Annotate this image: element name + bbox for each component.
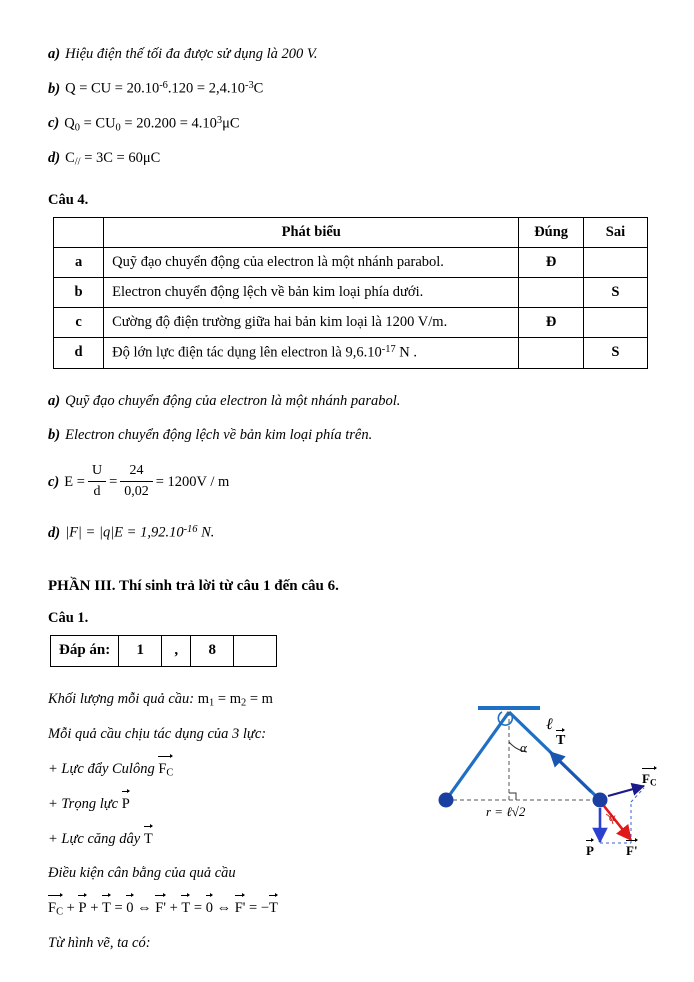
- d-c: C: [65, 150, 75, 167]
- label-r: [486, 804, 525, 820]
- answer-digit-3[interactable]: [234, 635, 277, 666]
- row-index: d: [54, 337, 104, 368]
- th-index: [54, 217, 104, 247]
- label-a: a): [48, 392, 61, 409]
- label-P: [586, 842, 594, 859]
- label-b: b): [48, 426, 61, 443]
- m1-sub: 1: [209, 697, 215, 709]
- eq-T-3: T: [269, 900, 278, 917]
- c-rest: = CU: [79, 115, 116, 132]
- label-F-prime-text: F': [626, 843, 638, 858]
- label-c: c): [48, 115, 60, 132]
- label-alpha-bottom: α: [609, 810, 616, 824]
- sol-c-post: = 1200V / m: [155, 473, 230, 490]
- body-3-pre: + Lực đẩy Culông: [48, 760, 155, 777]
- sol-d-exp: -16: [183, 524, 198, 536]
- b-expr-1: Q = CU = 20.10: [65, 80, 160, 97]
- sol-c-pre: E =: [64, 473, 85, 490]
- row-statement: Cường độ điện trường giữa hai bản kim loại là 1200 V/m.: [104, 307, 519, 337]
- m-eq2: = m: [246, 690, 273, 707]
- eq-T: T: [102, 900, 111, 917]
- sol-d-post: N.: [197, 524, 215, 541]
- vector-Fc-arrow: [608, 786, 644, 796]
- table-row: [54, 307, 648, 337]
- answer-label: Đáp án:: [51, 635, 119, 666]
- eq-T-2: T: [181, 900, 191, 917]
- label-T-vec: [556, 732, 565, 749]
- b-expr-3: C: [253, 80, 264, 97]
- solution-a-text: Quỹ đạo chuyển động của electron là một nhánh parabol.: [65, 392, 401, 409]
- ball-right: [593, 793, 608, 808]
- label-d: d): [48, 150, 61, 167]
- vector-Fc: [158, 758, 173, 781]
- answer-row: [51, 635, 277, 666]
- right-angle-mark: [509, 793, 516, 800]
- row-statement-exp: -17: [381, 343, 396, 355]
- row-true: Đ: [519, 247, 584, 277]
- eq-zero-2: 0: [205, 900, 213, 917]
- fraction-numerator: U: [91, 462, 103, 478]
- eq-Fc-sub: C: [56, 907, 64, 919]
- eq-vector-T-3: [269, 897, 278, 919]
- sol-c-eq: =: [109, 473, 118, 490]
- cau-4-heading: Câu 4.: [48, 191, 89, 208]
- c-unit: μC: [222, 115, 240, 132]
- b-exp-1: -6: [159, 80, 168, 92]
- label-r-sqrt: √2: [511, 804, 526, 819]
- eq-equals-1: =: [110, 900, 127, 917]
- eq-vector-zero-1: [126, 897, 133, 919]
- eq-vector-Fprime-2: [235, 897, 246, 919]
- label-ell: ℓ: [546, 716, 553, 733]
- solution-a: [48, 391, 648, 412]
- label-Fc: [642, 770, 657, 788]
- d-rest: = 3C = 60μC: [80, 150, 161, 167]
- part-3-heading: PHẦN III. Thí sinh trả lời từ câu 1 đến câu 6.: [48, 577, 339, 594]
- body-line-6: Điều kiện cân bằng của quả cầu: [48, 865, 236, 882]
- row-false: [583, 307, 647, 337]
- sol-d-text: |F| = |q|E = 1,92.10: [65, 524, 184, 541]
- statement-a-text: Hiệu điện thế tối đa được sử dụng là 200 V.: [65, 46, 318, 62]
- row-statement: Quỹ đạo chuyển động của electron là một nhánh parabol.: [104, 247, 519, 277]
- eq-iff-2: ⇔: [212, 900, 235, 917]
- eq-plus-1: +: [63, 900, 79, 917]
- table-header-row: [54, 217, 648, 247]
- answer-box[interactable]: [50, 635, 277, 667]
- label-T-text: T: [556, 733, 566, 748]
- body-line-7-equation: [48, 897, 648, 920]
- eq-zero-1: 0: [126, 900, 134, 917]
- solution-b-text: Electron chuyển động lệch về bản kim loại phía trên.: [65, 426, 373, 443]
- eq-vector-Fc: [48, 897, 63, 920]
- b-expr-2: .120 = 2,4.10: [167, 80, 245, 97]
- vector-T-symbol: T: [143, 831, 153, 848]
- label-T: [556, 732, 565, 749]
- answer-comma: ,: [162, 635, 191, 666]
- c-q: Q: [64, 115, 75, 132]
- body-1-pre: Khối lượng mỗi quả cầu:: [48, 690, 195, 707]
- d-c-sub: //: [74, 156, 81, 168]
- body-line-8: Từ hình vẽ, ta có:: [48, 935, 151, 952]
- m2-sub: 2: [240, 697, 247, 709]
- ball-left: [439, 793, 454, 808]
- statement-d-top: [48, 148, 648, 170]
- table-row: [54, 277, 648, 307]
- vector-T: [144, 828, 153, 850]
- label-F-prime-vec: [626, 842, 638, 859]
- solution-b: [48, 425, 648, 446]
- diagram-svg: [428, 690, 678, 890]
- answer-digit-1[interactable]: 1: [119, 635, 162, 666]
- physics-diagram: [428, 690, 678, 890]
- row-statement-pre: Độ lớn lực điện tác dụng lên electron là 9,6.10: [112, 344, 382, 361]
- eq-P: P: [78, 900, 87, 917]
- vector-P-symbol: P: [121, 796, 130, 813]
- label-Fc-vec: [642, 770, 657, 788]
- fraction-denominator: d: [88, 481, 106, 502]
- label-P-text: P: [586, 843, 594, 858]
- fraction-24-over-002: [120, 461, 153, 503]
- row-false: S: [583, 337, 647, 368]
- eq-plus-2: +: [86, 900, 102, 917]
- eq-vector-zero-2: [206, 897, 213, 919]
- fraction-u-over-d: [88, 461, 106, 503]
- row-true: [519, 337, 584, 368]
- c-q-sub: 0: [74, 122, 80, 134]
- vector-T-arrow: [550, 752, 591, 792]
- vector-Fc-symbol: F: [158, 760, 167, 777]
- row-true: [519, 277, 584, 307]
- answer-digit-2[interactable]: 8: [191, 635, 234, 666]
- fraction-denominator: 0,02: [120, 481, 153, 502]
- statement-b-top: [48, 78, 648, 100]
- solution-d: [48, 522, 648, 544]
- vector-P: [122, 793, 130, 815]
- fraction-numerator: 24: [129, 462, 144, 478]
- label-c: c): [48, 473, 60, 490]
- body-4-pre: + Trọng lực: [48, 796, 119, 813]
- row-statement: Electron chuyển động lệch về bản kim loại phía dưới.: [104, 277, 519, 307]
- table-row: [54, 337, 648, 368]
- row-index: c: [54, 307, 104, 337]
- eq-Fc: F: [48, 900, 57, 917]
- statements-table: [53, 217, 648, 369]
- body-1-formula: [198, 691, 273, 707]
- row-statement-d: [104, 337, 519, 368]
- row-true: Đ: [519, 307, 584, 337]
- label-F-prime: [626, 842, 638, 859]
- eq-vector-Fprime-1: [155, 897, 166, 919]
- body-5-pre: + Lực căng dây: [48, 831, 141, 848]
- eq-plus-3: +: [165, 900, 182, 917]
- eq-Fprime-1: F': [155, 900, 166, 917]
- label-Fc-text: F: [642, 771, 650, 786]
- eq-vector-T: [102, 897, 111, 919]
- th-statement: Phát biểu: [104, 217, 519, 247]
- m-eq: = m: [214, 690, 241, 707]
- row-index: a: [54, 247, 104, 277]
- cau-1-heading: Câu 1.: [48, 609, 89, 626]
- label-P-vec: [586, 842, 594, 859]
- eq-Fprime-2: F': [234, 900, 246, 917]
- c-exp: 3: [216, 114, 223, 126]
- eq-equals-3: = −: [245, 900, 270, 917]
- vector-Fc-sub: C: [166, 767, 174, 779]
- statement-c-top: [48, 113, 648, 135]
- label-b: b): [48, 80, 61, 97]
- label-Fc-sub: C: [649, 778, 657, 789]
- table-row: [54, 247, 648, 277]
- row-false: S: [583, 277, 647, 307]
- label-r-text: r = ℓ: [486, 804, 512, 819]
- label-a: a): [48, 46, 61, 62]
- label-alpha-top: α: [520, 740, 527, 755]
- c-rest-sub: 0: [115, 122, 121, 134]
- eq-iff-1: ⇔: [133, 900, 156, 917]
- m1: m: [197, 690, 210, 707]
- th-true: Đúng: [519, 217, 584, 247]
- c-rest-2: = 20.200 = 4.10: [120, 115, 217, 132]
- row-statement-post: N .: [395, 344, 418, 361]
- eq-vector-P: [78, 897, 86, 919]
- string-left: [446, 712, 509, 800]
- row-false: [583, 247, 647, 277]
- statement-a-top: [48, 44, 648, 65]
- eq-vector-T-2: [181, 897, 190, 919]
- eq-equals-2: =: [190, 900, 206, 917]
- b-exp-2: -3: [244, 80, 254, 92]
- solution-c: [48, 462, 648, 504]
- row-index: b: [54, 277, 104, 307]
- label-d: d): [48, 524, 61, 541]
- th-false: Sai: [583, 217, 647, 247]
- body-line-2: Mỗi quả cầu chịu tác dụng của 3 lực:: [48, 725, 267, 742]
